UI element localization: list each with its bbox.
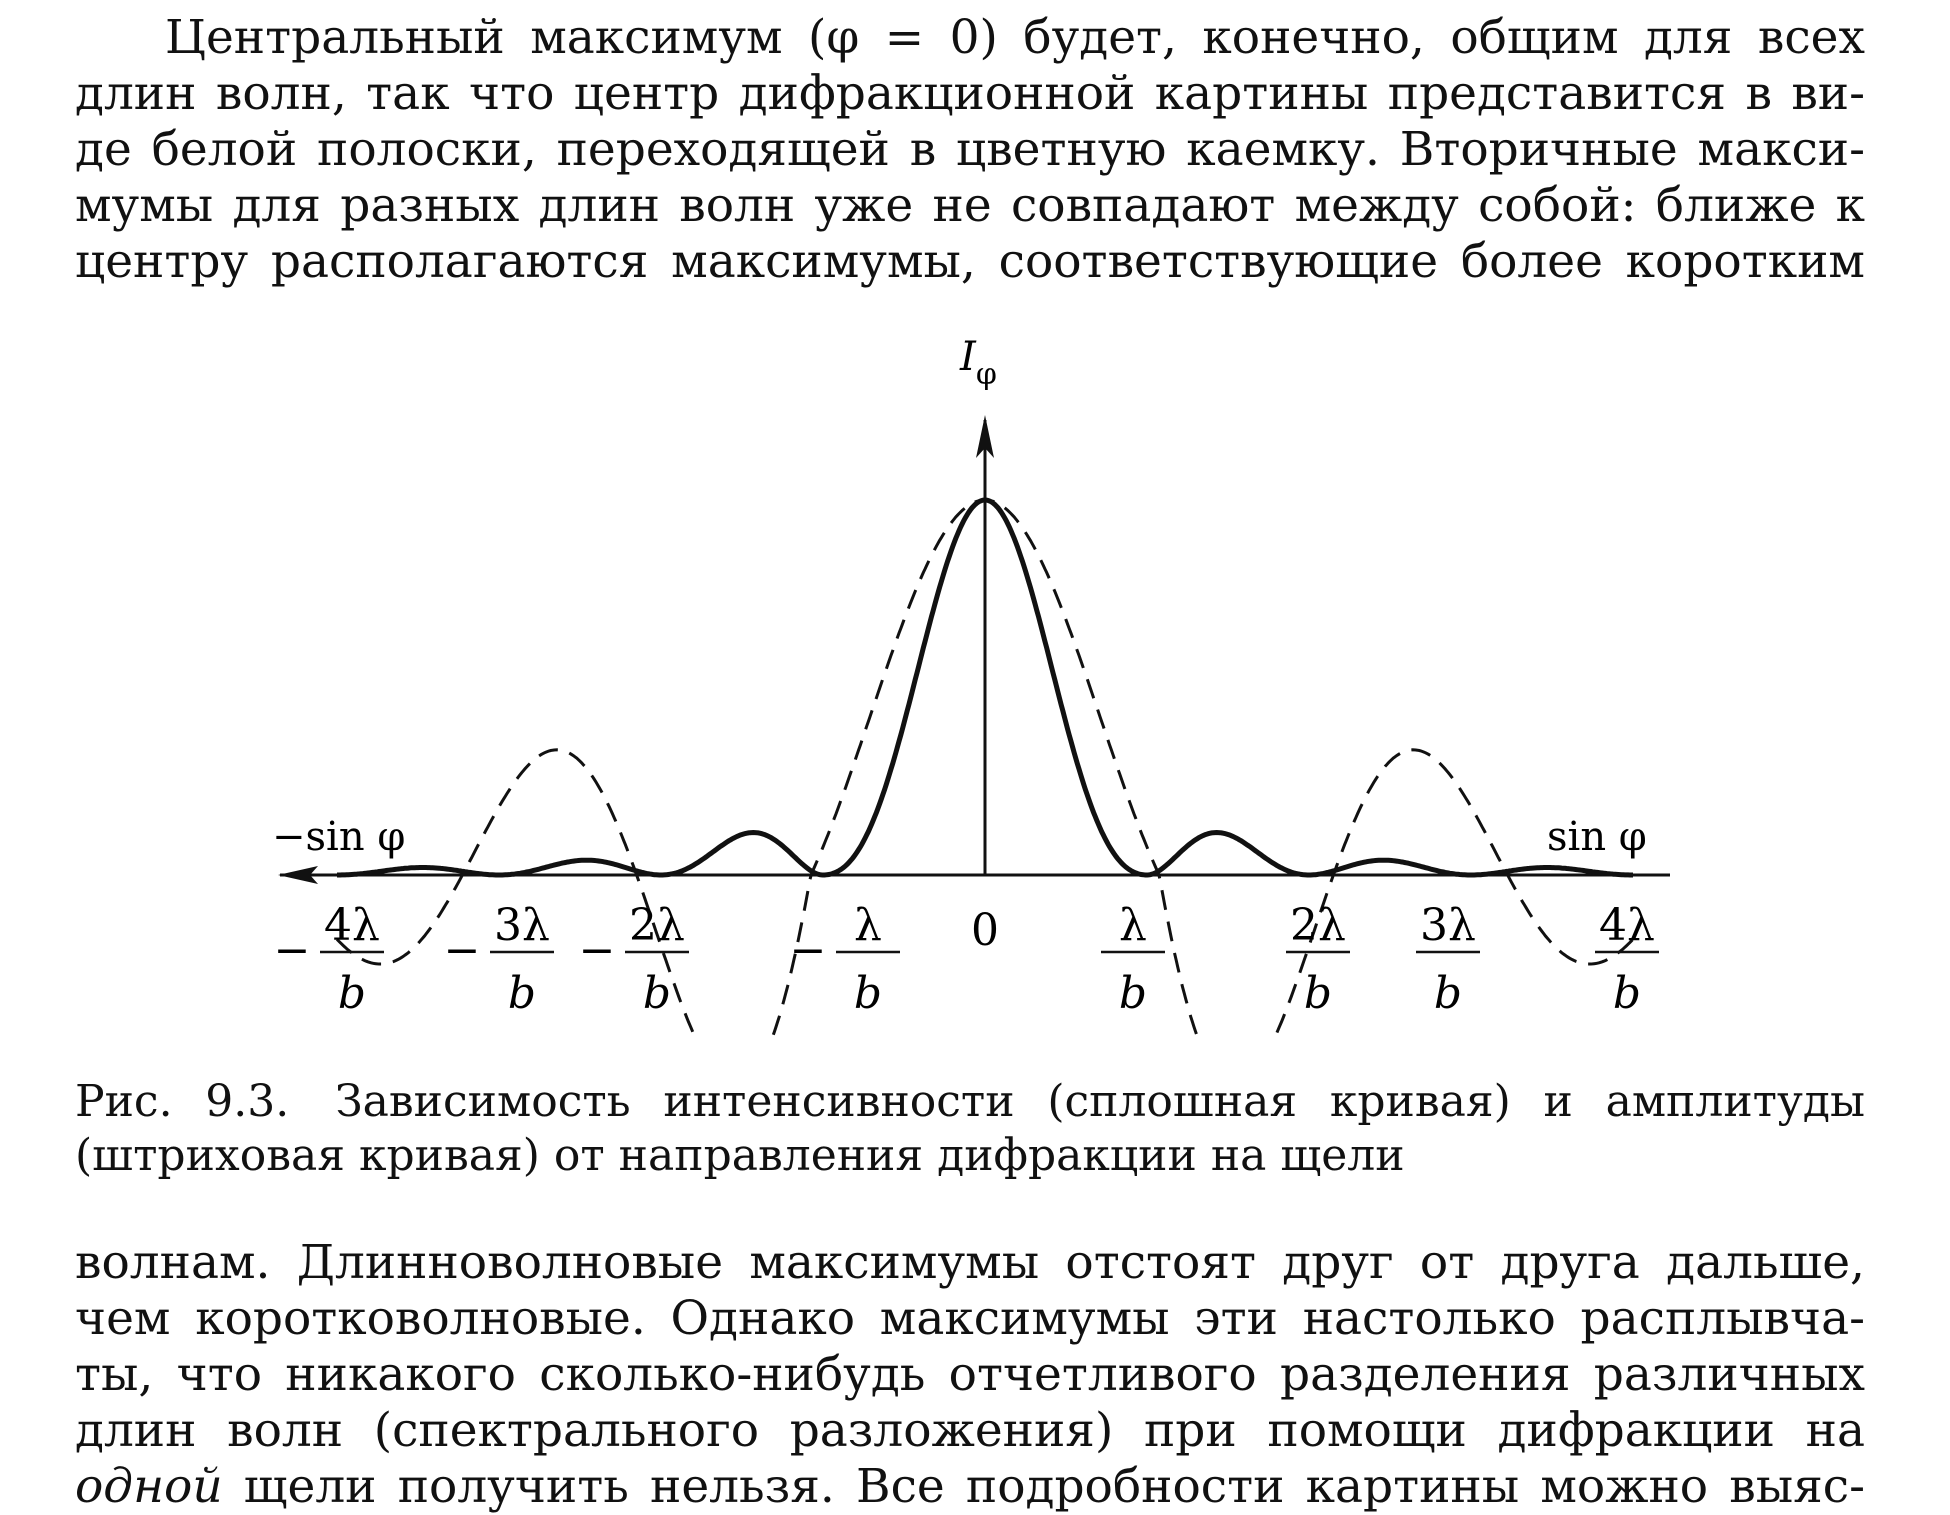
tick-denominator: b bbox=[1612, 968, 1642, 1019]
tick-numerator: 3λ bbox=[1420, 900, 1476, 951]
tick-denominator: b bbox=[1433, 968, 1463, 1019]
figure-caption bbox=[75, 1075, 1865, 1183]
tick-zero: 0 bbox=[971, 905, 999, 956]
text-line: длин волн (спектрального разложения) при помощи дифракции на bbox=[75, 1403, 1865, 1458]
tick-numerator: λ bbox=[854, 900, 882, 951]
tick-numerator: 4λ bbox=[1599, 900, 1655, 951]
tick-numerator: 4λ bbox=[324, 900, 380, 951]
text-line: центру располагаются максимумы, соответствующие более коротким bbox=[75, 234, 1865, 289]
tick-minus-sign: − bbox=[443, 925, 481, 976]
caption-label: Рис. 9.3. bbox=[75, 1076, 290, 1127]
text-line: волнам. Длинноволновые максимумы отстоят друг от друга дальше, bbox=[75, 1235, 1865, 1290]
tick-minus-sign: − bbox=[789, 925, 827, 976]
top-paragraph bbox=[75, 10, 1865, 290]
bottom-paragraph bbox=[75, 1235, 1865, 1515]
text-line: де белой полоски, переходящей в цветную каемку. Вторичные макси- bbox=[75, 122, 1865, 177]
text-line: Центральный максимум (φ = 0) будет, конечно, общим для всех bbox=[165, 10, 1865, 65]
tick-denominator: b bbox=[507, 968, 537, 1019]
tick-numerator: 2λ bbox=[1290, 900, 1346, 951]
tick-labels bbox=[274, 900, 1659, 1019]
diffraction-figure bbox=[0, 340, 1950, 1040]
tick-numerator: λ bbox=[1119, 900, 1147, 951]
tick-numerator: 2λ bbox=[629, 900, 685, 951]
tick-denominator: b bbox=[1118, 968, 1148, 1019]
tick-minus-sign: − bbox=[578, 925, 616, 976]
tick-denominator: b bbox=[642, 968, 672, 1019]
y-axis-subscript: φ bbox=[975, 357, 997, 392]
text-line: чем коротковолновые. Однако максимумы эти настолько расплывча- bbox=[75, 1291, 1865, 1346]
text-line: мумы для разных длин волн уже не совпадают между собой: ближе к bbox=[75, 178, 1865, 233]
x-axis-left-label: −sin φ bbox=[272, 814, 406, 860]
x-axis-right-label: sin φ bbox=[1547, 814, 1647, 860]
emphasized-word: одной bbox=[75, 1459, 223, 1514]
y-axis-label: $I_\varphi$ bbox=[960, 340, 997, 392]
text-line-rest: щели получить нельзя. Все подробности картины можно выяс- bbox=[222, 1459, 1865, 1514]
caption-text-1: Зависимость интенсивности (сплошная кривая) и амплитуды bbox=[335, 1076, 1865, 1127]
axis-labels bbox=[272, 340, 1647, 860]
tick-denominator: b bbox=[1303, 968, 1333, 1019]
tick-denominator: b bbox=[337, 968, 367, 1019]
tick-numerator: 3λ bbox=[494, 900, 550, 951]
text-line: длин волн, так что центр дифракционной картины представится в ви- bbox=[75, 66, 1865, 121]
tick-minus-sign: − bbox=[273, 925, 311, 976]
caption-text-2: (штриховая кривая) от направления дифракции на щели bbox=[75, 1130, 1405, 1181]
tick-denominator: b bbox=[853, 968, 883, 1019]
text-line: ты, что никакого сколько-нибудь отчетливого разделения различных bbox=[75, 1347, 1865, 1402]
axes bbox=[278, 415, 1670, 884]
